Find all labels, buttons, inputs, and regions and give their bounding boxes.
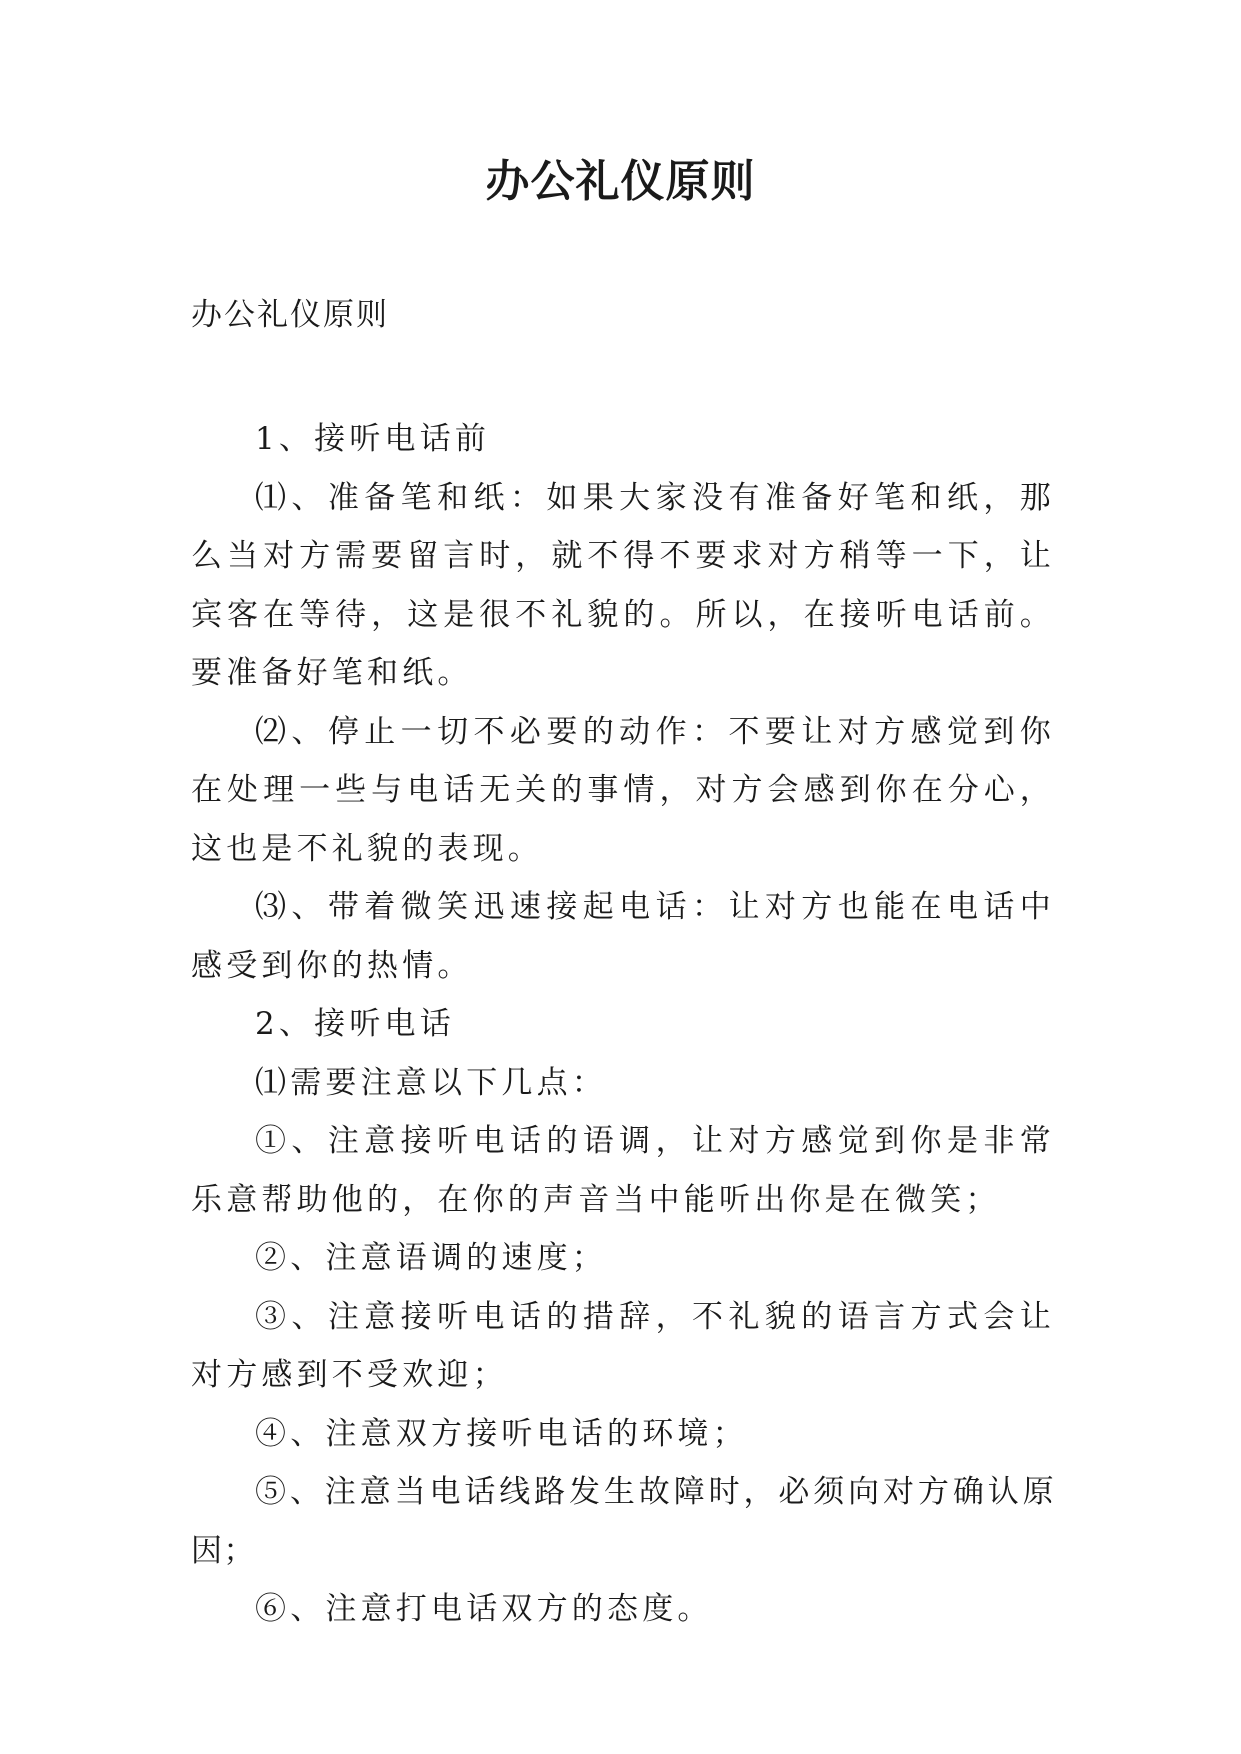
list-item-environment: ④、注意双方接听电话的环境； [255,1415,748,1452]
paragraph-stop-actions: ⑵、停止一切不必要的动作：不要让对方感觉到你在处理一些与电话无关的事情，对方会感到你在分心，这也是不礼貌的表现。 [191,713,1055,867]
list-item-speed: ②、注意语调的速度； [255,1240,607,1276]
section-heading-1: 1、接听电话前 [255,421,491,457]
document-subtitle: 办公礼仪原则 [191,297,389,333]
paragraph-answer-with-smile: ⑶、带着微笑迅速接起电话：让对方也能在电话中感受到你的热情。 [191,889,1055,984]
section-heading-2: 2、接听电话 [255,1006,455,1042]
paragraph-prepare-pen-paper: ⑴、准备笔和纸：如果大家没有准备好笔和纸，那么当对方需要留言时，就不得不要求对方稍等一下，让宾客在等待，这是很不礼貌的。所以，在接听电话前。要准备好笔和纸。 [191,479,1055,691]
list-item-line-fault: ⑤、注意当电话线路发生故障时，必须向对方确认原因； [191,1474,1055,1569]
document-title: 办公礼仪原则 [485,156,756,207]
list-item-wording: ③、注意接听电话的措辞，不礼貌的语言方式会让对方感到不受欢迎； [191,1298,1055,1393]
document-body [191,410,1055,1639]
list-item-tone: ①、注意接听电话的语调，让对方感觉到你是非常乐意帮助他的，在你的声音当中能听出你是在微笑； [191,1123,1055,1218]
paragraph-points-intro: ⑴需要注意以下几点： [255,1064,607,1101]
list-item-attitude: ⑥、注意打电话双方的态度。 [255,1591,713,1627]
